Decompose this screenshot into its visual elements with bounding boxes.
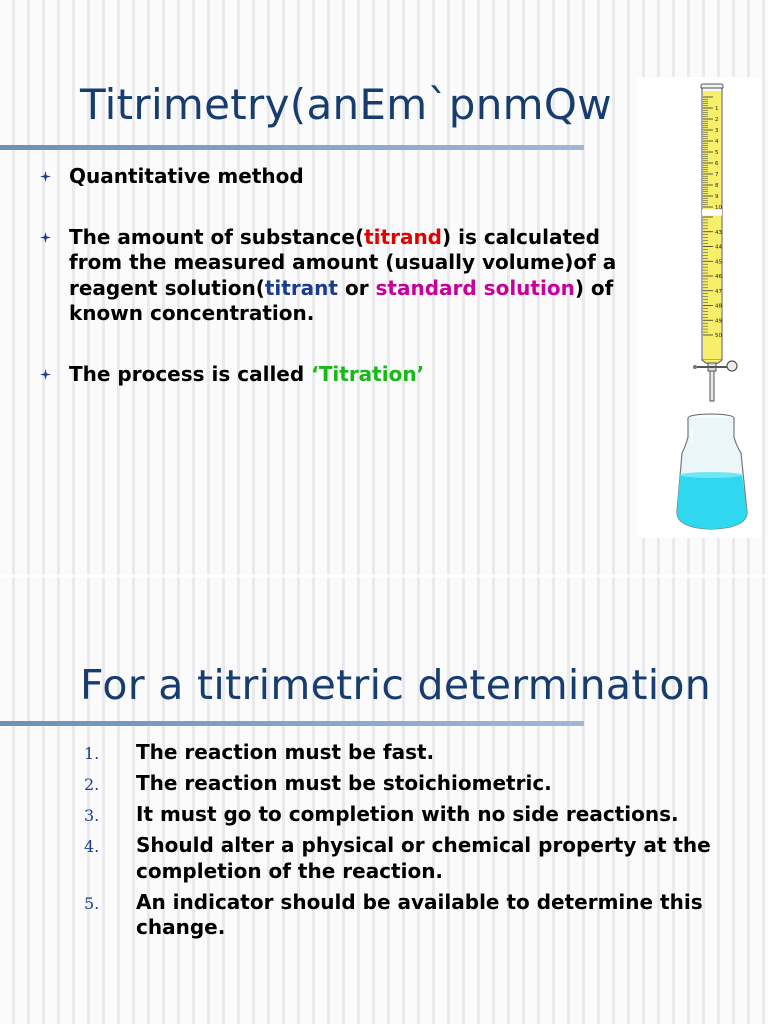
bullet-text-segment: ) is calculated from the measured amount (usually volume)of a reagent solution( (69, 224, 617, 300)
slide-title: Titrimetry(anEm`pnmQw (80, 80, 612, 129)
slide-title: For a titrimetric determination (80, 661, 712, 709)
bullet-text (69, 164, 304, 188)
burette-scale-label: 8 (715, 183, 719, 189)
flask-solution (677, 475, 747, 529)
diamond-bullet-icon (40, 369, 51, 380)
bullet-text (69, 225, 616, 326)
burette-scale-label: 49 (715, 318, 722, 325)
list-number: 3. (84, 806, 100, 825)
titration-apparatus-figure (637, 77, 762, 538)
burette-scale-label: 1 (715, 106, 719, 112)
bullet-text-segment: standard solution (375, 275, 575, 300)
burette-scale-label: 44 (715, 244, 722, 251)
burette-scale-label: 43 (715, 229, 722, 236)
burette-scale-label: 45 (715, 259, 722, 266)
burette-scale-label: 10 (715, 205, 722, 211)
list-item-text: It must go to completion with no side reactions. (136, 802, 679, 826)
title-underline (0, 721, 584, 726)
burette-scale-label: 4 (715, 139, 719, 145)
bullet-item (40, 164, 640, 190)
requirements-list (84, 740, 764, 946)
bullet-text-segment: ‘Titration’ (311, 361, 425, 386)
bullet-text-segment: or (337, 275, 376, 300)
diamond-bullet-icon (40, 232, 51, 243)
title-underline (0, 145, 584, 150)
bullet-item (40, 362, 640, 388)
burette-scale-label: 48 (715, 303, 722, 310)
bullet-text-segment: titrant (264, 275, 338, 300)
list-item-text: An indicator should be available to determine this change. (136, 889, 703, 939)
slide-titrimetric-determination (0, 576, 768, 1024)
list-number: 5. (84, 893, 100, 913)
list-number: 4. (84, 837, 100, 856)
bullet-text-segment: titrand (364, 224, 442, 249)
burette-flask-illustration (637, 77, 762, 538)
list-item-text: The reaction must be stoichiometric. (136, 771, 552, 795)
bullet-list (40, 164, 640, 387)
burette-scale-label: 47 (715, 288, 722, 295)
list-item-text: The reaction must be fast. (136, 740, 435, 764)
list-item (84, 771, 764, 797)
list-number: 2. (84, 775, 100, 794)
list-item (84, 890, 764, 941)
burette-scale-label: 46 (715, 274, 722, 280)
burette-scale-label: 5 (715, 150, 719, 156)
list-item (84, 740, 764, 766)
burette-scale-label: 50 (715, 333, 722, 339)
bullet-text-segment: The process is called (69, 361, 312, 386)
burette-scale-label: 7 (715, 172, 719, 178)
bullet-item (40, 225, 640, 327)
bullet-text (69, 362, 424, 386)
bullet-text-segment: ) of known concentration. (69, 275, 614, 325)
list-item (84, 833, 764, 884)
burette (693, 84, 737, 401)
list-item-text: Should alter a physical or chemical property at the completion of the reaction. (136, 833, 711, 883)
list-item (84, 802, 764, 828)
diamond-bullet-icon (40, 171, 51, 182)
burette-scale-label: 2 (715, 117, 719, 123)
bullet-text-segment: Quantitative method (69, 164, 304, 188)
burette-scale-label: 6 (715, 161, 719, 167)
bullet-text-segment: The amount of substance( (69, 224, 365, 249)
list-number: 1. (84, 744, 100, 763)
burette-scale-label: 9 (715, 194, 719, 200)
burette-scale-label: 3 (715, 128, 719, 134)
conical-flask (677, 414, 747, 529)
